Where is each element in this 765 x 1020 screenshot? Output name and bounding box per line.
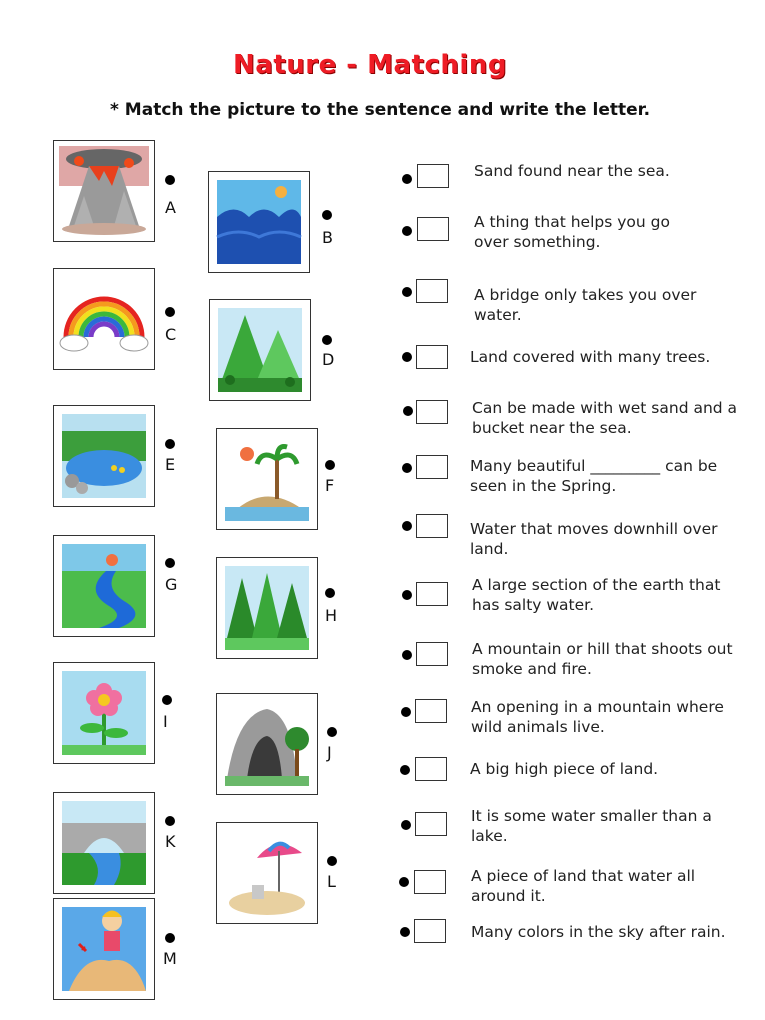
sentence-text: A bridge only takes you over water.: [474, 286, 697, 324]
match-dot[interactable]: [402, 174, 412, 184]
picture-b: [208, 171, 310, 273]
picture-h: [216, 557, 318, 659]
match-dot[interactable]: [327, 727, 337, 737]
match-dot[interactable]: [400, 765, 410, 775]
match-dot[interactable]: [325, 588, 335, 598]
picture-j: [216, 693, 318, 795]
sandcastle-icon: [54, 899, 154, 999]
sentence-text: Many colors in the sky after rain.: [471, 923, 726, 941]
match-dot[interactable]: [402, 226, 412, 236]
rainbow-icon: [54, 269, 154, 369]
picture-letter: J: [327, 743, 332, 762]
answer-box[interactable]: [414, 919, 446, 943]
match-dot[interactable]: [327, 856, 337, 866]
picture-l: [216, 822, 318, 924]
answer-box[interactable]: [416, 455, 448, 479]
flower-icon: [54, 663, 154, 763]
picture-k: [53, 792, 155, 894]
match-dot[interactable]: [401, 707, 411, 717]
answer-box[interactable]: [416, 582, 448, 606]
match-dot[interactable]: [402, 352, 412, 362]
answer-box[interactable]: [417, 164, 449, 188]
sentence-text: A large section of the earth that has salty water.: [472, 576, 721, 614]
match-dot[interactable]: [399, 877, 409, 887]
ocean-icon: [209, 172, 309, 272]
picture-letter: E: [165, 455, 176, 474]
picture-c: [53, 268, 155, 370]
match-dot[interactable]: [402, 590, 412, 600]
page-title: Nature - Matching: [233, 50, 507, 80]
answer-box[interactable]: [414, 870, 446, 894]
picture-a: [53, 140, 155, 242]
picture-letter: H: [325, 606, 338, 625]
picture-letter: I: [163, 712, 168, 731]
picture-f: [216, 428, 318, 530]
sentence-text: Can be made with wet sand and a bucket near the sea.: [472, 399, 738, 437]
match-dot[interactable]: [402, 650, 412, 660]
mountain-icon: [210, 300, 310, 400]
sentence-text: Sand found near the sea.: [474, 162, 670, 180]
match-dot[interactable]: [162, 695, 172, 705]
beach-icon: [217, 823, 317, 923]
picture-letter: B: [322, 228, 333, 247]
sentence-text: A thing that helps you go over something.: [474, 213, 670, 251]
sentence-text: Many beautiful _________ can be seen in the Spring.: [470, 457, 718, 495]
sentence-text: An opening in a mountain where wild animals live.: [471, 698, 724, 736]
picture-letter: K: [165, 832, 176, 851]
match-dot[interactable]: [165, 816, 175, 826]
island-icon: [217, 429, 317, 529]
answer-box[interactable]: [415, 757, 447, 781]
picture-g: [53, 535, 155, 637]
match-dot[interactable]: [322, 335, 332, 345]
picture-letter: C: [165, 325, 177, 344]
match-dot[interactable]: [403, 406, 413, 416]
picture-m: [53, 898, 155, 1000]
instruction-text: * Match the picture to the sentence and write the letter.: [110, 100, 651, 120]
match-dot[interactable]: [402, 463, 412, 473]
match-dot[interactable]: [325, 460, 335, 470]
answer-box[interactable]: [417, 217, 449, 241]
sentence-text: A piece of land that water all around it.: [471, 867, 696, 905]
picture-letter: M: [163, 949, 177, 968]
picture-letter: D: [322, 350, 335, 369]
match-dot[interactable]: [402, 521, 412, 531]
match-dot[interactable]: [165, 175, 175, 185]
match-dot[interactable]: [165, 307, 175, 317]
cave-icon: [217, 694, 317, 794]
volcano-icon: [54, 141, 154, 241]
picture-letter: G: [165, 575, 178, 594]
picture-i: [53, 662, 155, 764]
match-dot[interactable]: [165, 558, 175, 568]
picture-d: [209, 299, 311, 401]
sentence-text: Land covered with many trees.: [470, 348, 711, 366]
answer-box[interactable]: [416, 345, 448, 369]
match-dot[interactable]: [165, 439, 175, 449]
river-icon: [54, 536, 154, 636]
sentence-text: A mountain or hill that shoots out smoke and fire.: [472, 640, 733, 678]
answer-box[interactable]: [415, 699, 447, 723]
sentence-text: A big high piece of land.: [470, 760, 659, 778]
picture-e: [53, 405, 155, 507]
sentence-text: It is some water smaller than a lake.: [471, 807, 712, 845]
match-dot[interactable]: [322, 210, 332, 220]
answer-box[interactable]: [415, 812, 447, 836]
match-dot[interactable]: [401, 820, 411, 830]
pond-icon: [54, 406, 154, 506]
picture-letter: L: [327, 872, 336, 891]
answer-box[interactable]: [416, 279, 448, 303]
picture-letter: A: [165, 198, 176, 217]
answer-box[interactable]: [416, 642, 448, 666]
match-dot[interactable]: [402, 287, 412, 297]
match-dot[interactable]: [400, 927, 410, 937]
forest-icon: [217, 558, 317, 658]
picture-letter: F: [325, 476, 335, 495]
bridge-icon: [54, 793, 154, 893]
answer-box[interactable]: [416, 514, 448, 538]
answer-box[interactable]: [416, 400, 448, 424]
match-dot[interactable]: [165, 933, 175, 943]
sentence-text: Water that moves downhill over land.: [470, 520, 718, 558]
